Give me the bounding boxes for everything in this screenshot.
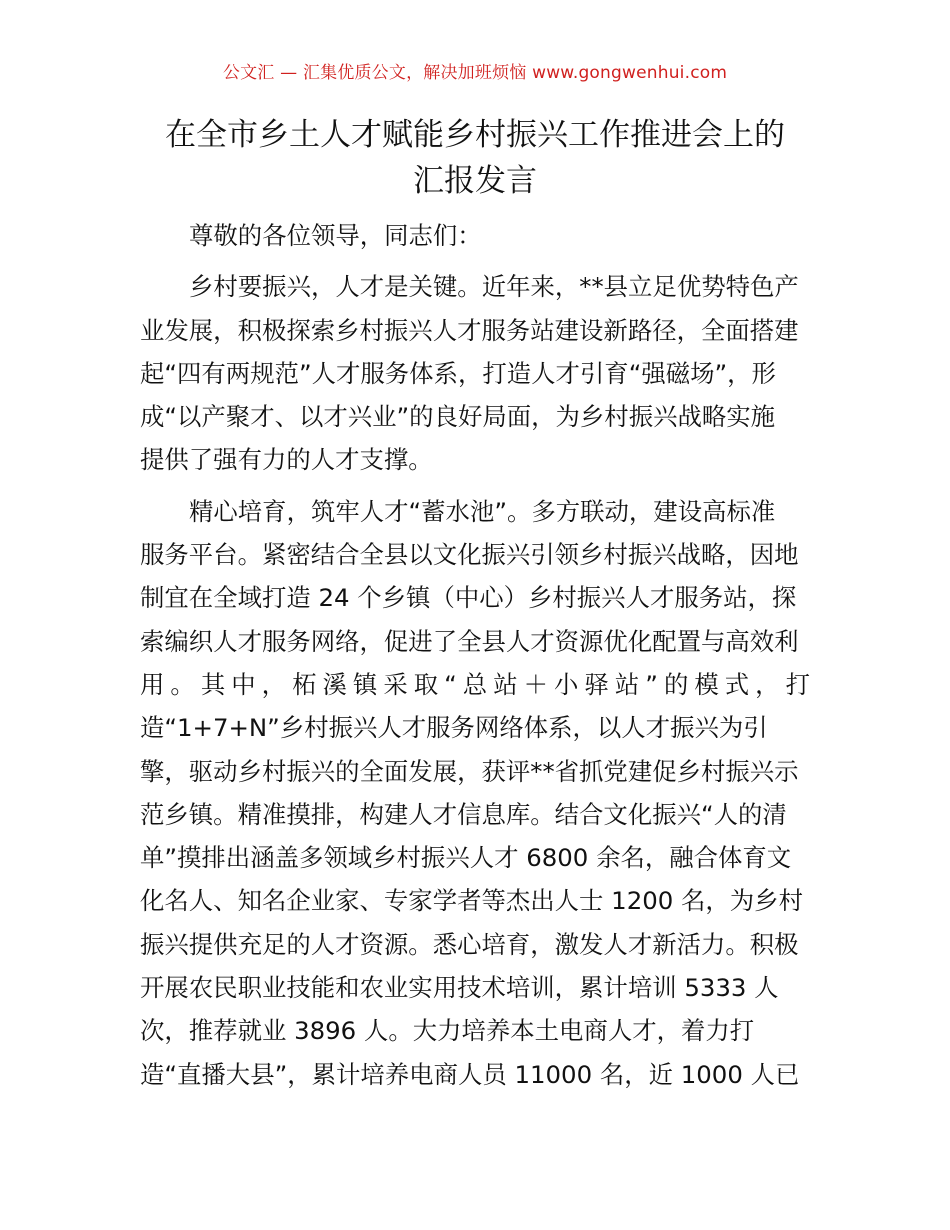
paragraph-2 [140,490,810,1096]
paragraph-line: 擎，驱动乡村振兴的全面发展，获评**省抓党建促乡村振兴示 [140,756,799,786]
paragraph-line: 次，推荐就业 3896 人。大力培养本土电商人才，着力打 [140,1016,755,1046]
title-line: 在全市乡土人才赋能乡村振兴工作推进会上的 [165,117,785,153]
paragraph-line: 造“直播大县”，累计培养电商人员 11000 名，近 1000 人已 [140,1059,800,1089]
paragraph-line: 提供了强有力的人才支撑。 [140,445,433,475]
paragraph-line: 造“1+7+N”乡村振兴人才服务网络体系，以人才振兴为引 [140,713,768,743]
page-title [120,112,830,204]
paragraph-line: 化名人、知名企业家、专家学者等杰出人士 1200 名，为乡村 [140,886,803,916]
paragraph-line: 乡村要振兴，人才是关键。近年来，**县立足优势特色产 [189,272,799,302]
paragraph-line: 用。其中，柘溪镇采取“总站＋小驿站”的模式，打 [140,669,810,699]
paragraph-line: 开展农民职业技能和农业实用技术培训，累计培训 5333 人 [140,973,779,1003]
paragraph-line: 业发展，积极探索乡村振兴人才服务站建设新路径，全面搭建 [140,315,799,345]
paragraph-line: 范乡镇。精准摸排，构建人才信息库。结合文化振兴“人的清 [140,799,787,829]
salutation: 尊敬的各位领导，同志们： [189,221,482,250]
paragraph-line: 索编织人才服务网络，促进了全县人才资源优化配置与高效利 [140,626,799,656]
paragraph-line: 单”摸排出涵盖多领域乡村振兴人才 6800 余名，融合体育文 [140,843,792,873]
paragraph-line: 起“四有两规范”人才服务体系，打造人才引育“强磁场”，形 [140,358,776,388]
title-line: 汇报发言 [413,163,537,199]
document-body [140,214,810,1096]
paragraph-line: 精心培育，筑牢人才“蓄水池”。多方联动，建设高标准 [189,496,776,526]
paragraph-1 [140,265,810,481]
paragraph-line: 制宜在全域打造 24 个乡镇（中心）乡村振兴人才服务站，探 [140,583,797,613]
paragraph-line: 振兴提供充足的人才资源。悉心培育，激发人才新活力。积极 [140,929,799,959]
header-banner: 公文汇 — 汇集优质公文，解决加班烦恼 www.gongwenhui.com [222,63,728,83]
paragraph-line: 服务平台。紧密结合全县以文化振兴引领乡村振兴战略，因地 [140,540,799,570]
paragraph-line: 成“以产聚才、以才兴业”的良好局面，为乡村振兴战略实施 [140,402,776,432]
